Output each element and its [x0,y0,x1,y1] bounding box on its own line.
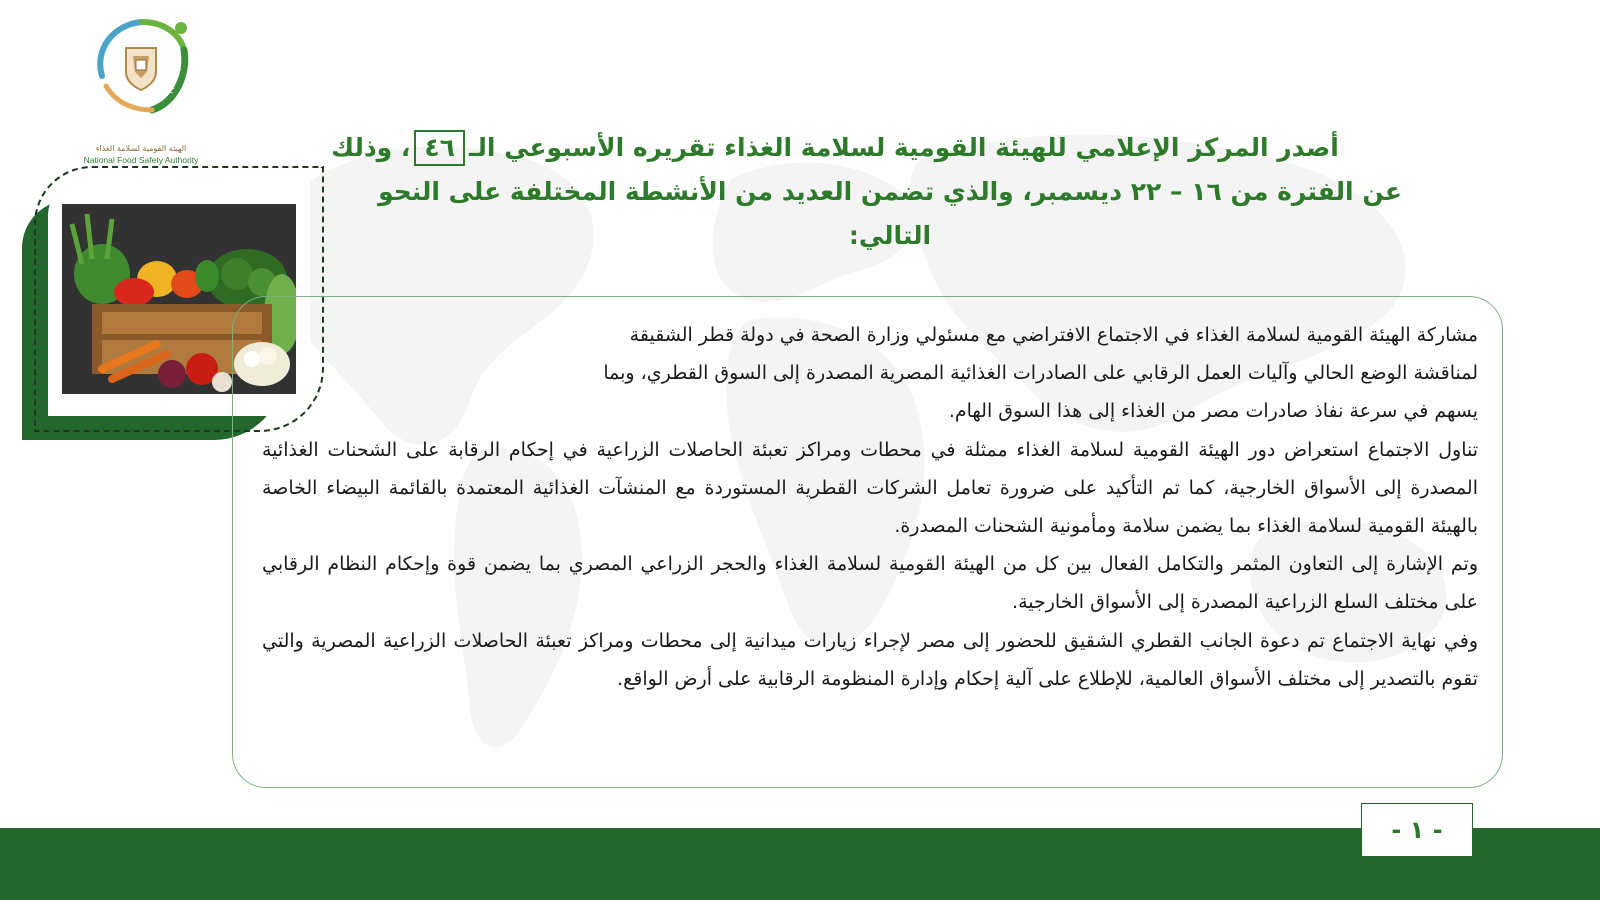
report-number-badge: ٤٦ [414,130,465,166]
footer-bar [0,828,1600,900]
paragraph-1 [262,316,1478,431]
title-line-1-suffix: ، وذلك [331,133,411,162]
nfsa-logo [76,14,206,164]
title-line-2: عن الفترة من ١٦ – ٢٢ ديسمبر، والذي تضمن العديد من الأنشطة المختلفة على النحو التالي: [378,177,1402,250]
paragraph-3: وتم الإشارة إلى التعاون المثمر والتكامل الفعال بين كل من الهيئة القومية لسلامة الغذاء والحجر الزراعي المصري بما يضمن قوة وإحكام النظام الرقابي على مختلف السلع الزراعية المصدرة إلى الأسواق الخارجية. [262,553,1478,614]
page-title [330,126,1410,258]
title-line-1-text: أصدر المركز الإعلامي للهيئة القومية لسلامة الغذاء تقريره الأسبوعي الـ [468,133,1339,162]
logo-badge: NFSA [164,66,184,96]
title-line-1 [330,126,1410,170]
logo-name-ar: الهيئة القومية لسلامة الغذاء [95,144,187,153]
page-number: - ١ - [1361,803,1473,857]
report-body [262,316,1478,698]
paragraph-1-line-3: يسهم في سرعة نفاذ صادرات مصر من الغذاء إلى هذا السوق الهام. [948,400,1478,423]
paragraph-2: تناول الاجتماع استعراض دور الهيئة القومية لسلامة الغذاء ممثلة في محطات ومراكز تعبئة الحاصلات الزراعية في إحكام الرقابة على الشحنات الغذائية المصدرة إلى الأسواق الخارجية، كما تم التأكيد على ضرورة تعامل الشركات القطرية المستوردة مع المنشآت الغذائية المعتمدة بالقائمة البيضاء الخاصة بالهيئة القومية لسلامة الغذاء بما يضمن سلامة ومأمونية الشحنات المصدرة. [262,438,1478,538]
paragraph-1-line-1: مشاركة الهيئة القومية لسلامة الغذاء في الاجتماع الافتراضي مع مسئولي وزارة الصحة في دولة قطر الشقيقة [629,324,1478,346]
paragraph-4: وفي نهاية الاجتماع تم دعوة الجانب القطري الشقيق للحضور إلى مصر لإجراء زيارات ميدانية إلى محطات ومراكز تعبئة الحاصلات الزراعية المصرية والتي تقوم بالتصدير إلى مختلف الأسواق العالمية، للإطلاع على آلية إحكام وإدارة المنظومة الرقابية على أرض الواقع. [262,629,1478,690]
paragraph-1-line-2: لمناقشة الوضع الحالي وآليات العمل الرقابي على الصادرات الغذائية المصرية المصدرة إلى السوق القطري، وبما [603,362,1478,385]
nfsa-logo-icon [84,14,194,124]
logo-name-en: National Food Safety Authority [83,155,199,165]
